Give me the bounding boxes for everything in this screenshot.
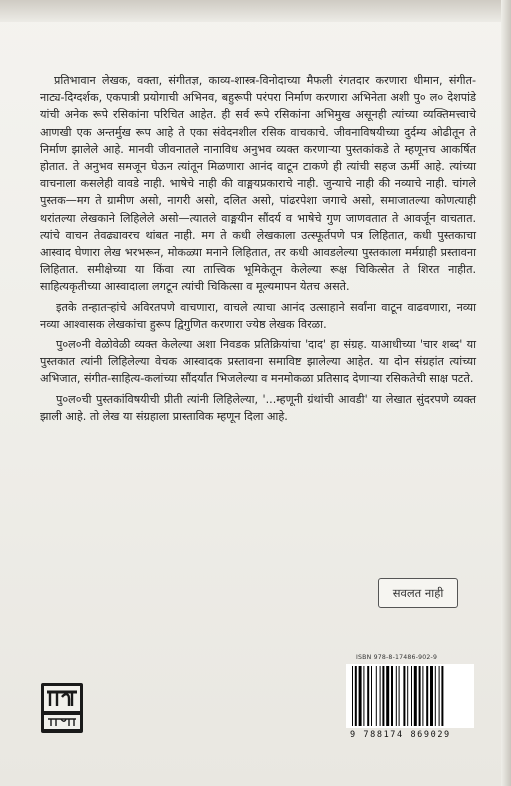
no-discount-label: सवलत नाही [378,578,458,608]
blurb-paragraph-1: प्रतिभावान लेखक, वक्ता, संगीतज्ञ, काव्य-शास्त्र-विनोदाच्या मैफली रंगतदार करणारा धीमान, संगीत-नाट्य-दिग्दर्शक, एकपात्री प्रयोगाची अभिनव, बहुरूपी परंपरा निर्माण करणारा अभिनेता अशी पु० ल० देशपांडे यांची अनेक रूपे रसिकांना परिचित आहेत. ही सर्व रूपे रसिकांना अभिमुख असूनही त्यांच्या व्यक्तिमत्त्वाचे आणखी एक अन्तर्मुख रूप आहे ते एका संवेदनशील रसिक वाचकाचे. जीवनाविषयीच्या दुर्दम्य ओढीतून ते निर्माण झालेले आहे. मानवी जीवनातले नानाविध अनुभव व्यक्त करणाऱ्या पुस्तकांकडे ते म्हणूनच आकर्षित होतात. ते अनुभव समजून घेऊन त्यांतून मिळणारा आनंद वाटून टाकणे ही त्यांची सहज ऊर्मी आहे. त्यांच्या वाचनाला कसलेही वावडे नाही. भाषेचे नाही की वाङ्मयप्रकाराचे नाही. जुन्याचे नाही की नव्याचे नाही. चांगले पुस्तक—मग ते ग्रामीण असो, नागरी असो, दलित असो, पांढरपेशा जगाचे असो, समाजातल्या कोणत्याही थरांतल्या लेखकाने लिहिलेले असो—त्यातले वाङ्मयीन सौंदर्य व भाषेचे गुण जाणवतात ते आवर्जून वाचतात. त्यांचे वाचन तेवढ्यावरच थांबत नाही. मग ते कधी लेखकाला उत्स्फूर्तपणे पत्र लिहितात, कधी पुस्तकाचा आस्वाद घेणारा लेख भरभरून, मोकळ्या मनाने लिहितात, तर कधी आवडलेल्या पुस्तकाला मर्मग्राही प्रस्तावना लिहितात. समीक्षेच्या या किंवा त्या तात्त्विक भूमिकेतून केलेल्या रूक्ष चिकित्सेत ते शिरत नाहीत. साहित्यकृतीच्या आस्वादाला लगटून त्यांची चिकित्सा व मूल्यमापन येतच असते. [40,74,476,294]
barcode-number: 9 788174 869029 [350,730,451,740]
blurb-paragraph-4: पु०ल०ची पुस्तकांविषयीची प्रीती त्यांनी लिहिलेल्या, '...म्हणूनी ग्रंथांची आवडी' या लेखात सुंदरपणे व्यक्त झाली आहे. तो लेख या संग्रहाला प्रास्ताविक म्हणून दिला आहे. [40,392,476,423]
publisher-logo-icon [40,682,84,734]
blurb-paragraph-3: पु०ल०नी वेळोवेळी व्यक्त केलेल्या अशा निवडक प्रतिक्रियांचा 'दाद' हा संग्रह. याआधीच्या 'चार शब्द' या पुस्तकात त्यांनी लिहिलेल्या वेचक आस्वादक प्रस्तावना समाविष्ट झालेल्या आहेत. या दोन संग्रहांत त्यांच्या अभिजात, संगीत-साहित्य-कलांच्या सौंदर्यांत भिजलेल्या व मनमोकळा प्रतिसाद देणाऱ्या रसिकतेची साक्ष पटते. [40,338,476,386]
blurb-paragraph-2: इतके तन्हातऱ्हांचे अविरतपणे वाचणारा, वाचले त्याचा आनंद उत्साहाने सर्वांना वाटून वाढवणारा, नव्या नव्या आश्वासक लेखकांचा हुरूप द्विगुणित करणारा ज्येष्ठ लेखक विरळा. [40,300,476,331]
isbn-text: ISBN 978-8-17486-902-9 [356,654,438,661]
cover-top-edge [0,0,511,22]
blurb-text [40,72,476,428]
barcode-icon [346,664,474,728]
cover-right-edge [501,0,511,786]
